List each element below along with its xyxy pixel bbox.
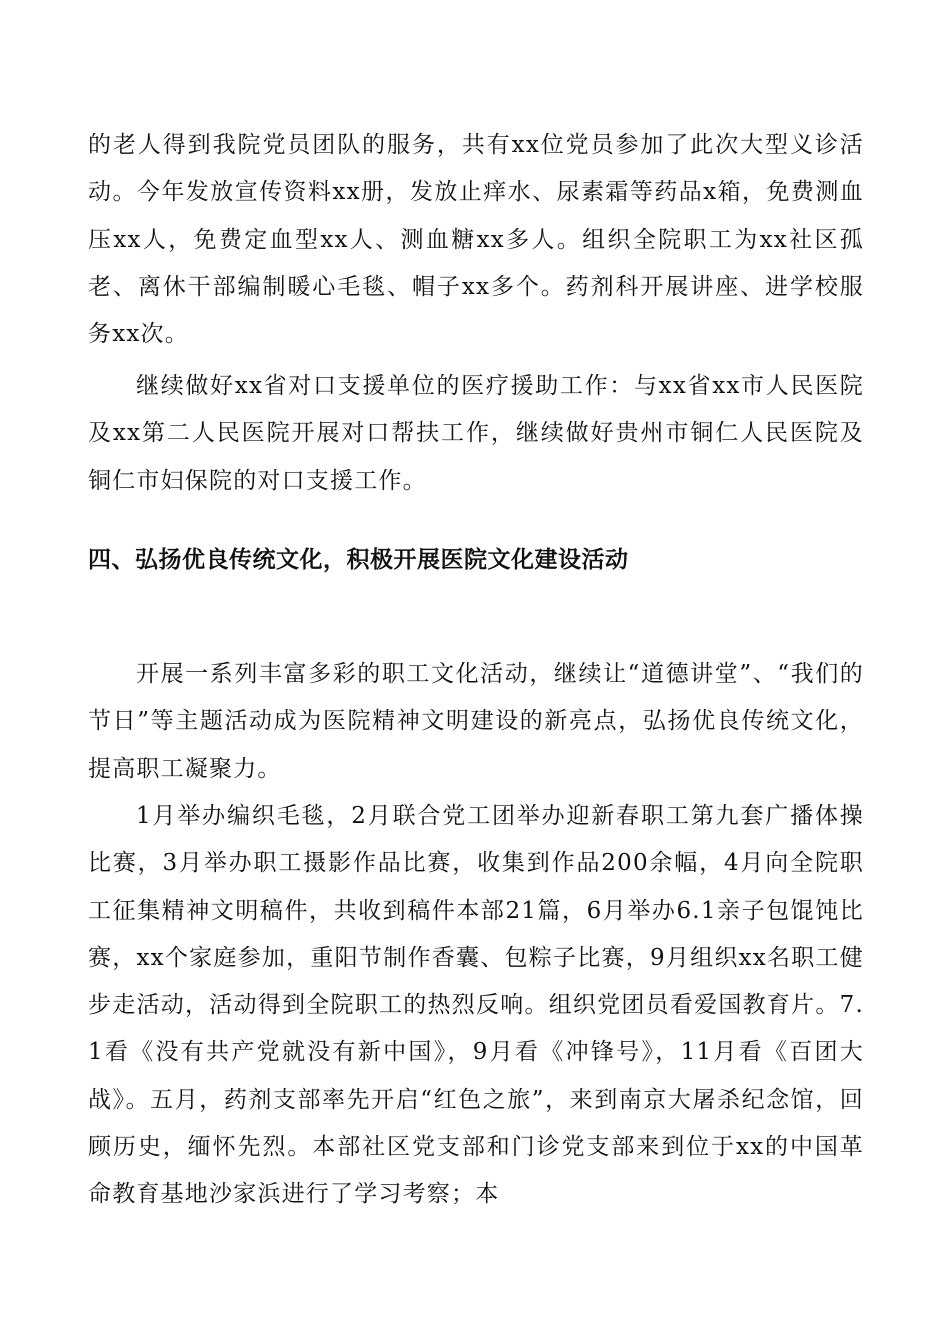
paragraph-counterpart-support: 继续做好xx省对口支援单位的医疗援助工作：与xx省xx市人民医院及xx第二人民医院开展对口帮扶工作，继续做好贵州市铜仁人民医院及铜仁市妇保院的对口支援工作。 xyxy=(88,373,864,494)
paragraph-culture-activities: 开展一系列丰富多彩的职工文化活动，继续让“道德讲堂”、“我们的节日”等主题活动成为医院精神文明建设的新亮点，弘扬优良传统文化，提高职工凝聚力。 xyxy=(88,661,864,782)
paragraph-volunteer-service: 的老人得到我院党员团队的服务，共有xx位党员参加了此次大型义诊活动。今年发放宣传资料xx册，发放止痒水、尿素霜等药品x箱，免费测血压xx人，免费定血型xx人、测血糖xx多人。组织全院职工为xx社区孤老、离休干部编制暖心毛毯、帽子xx多个。药剂科开展讲座、进学校服务xx次。 xyxy=(88,132,864,348)
section-heading: 四、弘扬优良传统文化，积极开展医院文化建设活动 xyxy=(88,547,629,573)
paragraph-monthly-events: 1月举办编织毛毯，2月联合党工团举办迎新春职工第九套广播体操比赛，3月举办职工摄影作品比赛，收集到作品200余幅，4月向全院职工征集精神文明稿件，共收到稿件本部21篇，6月举办6.1亲子包馄饨比赛，xx个家庭参加，重阳节制作香囊、包粽子比赛，9月组织xx名职工健步走活动，活动得到全院职工的热烈反响。组织党团员看爱国教育片。7.1看《没有共产党就没有新中国》，9月看《冲锋号》，11月看《百团大战》。五月，药剂支部率先开启“红色之旅”，来到南京大屠杀纪念馆，回顾历史，缅怀先烈。本部社区党支部和门诊党支部来到位于xx的中国革命教育基地沙家浜进行了学习考察；本 xyxy=(88,803,864,1208)
